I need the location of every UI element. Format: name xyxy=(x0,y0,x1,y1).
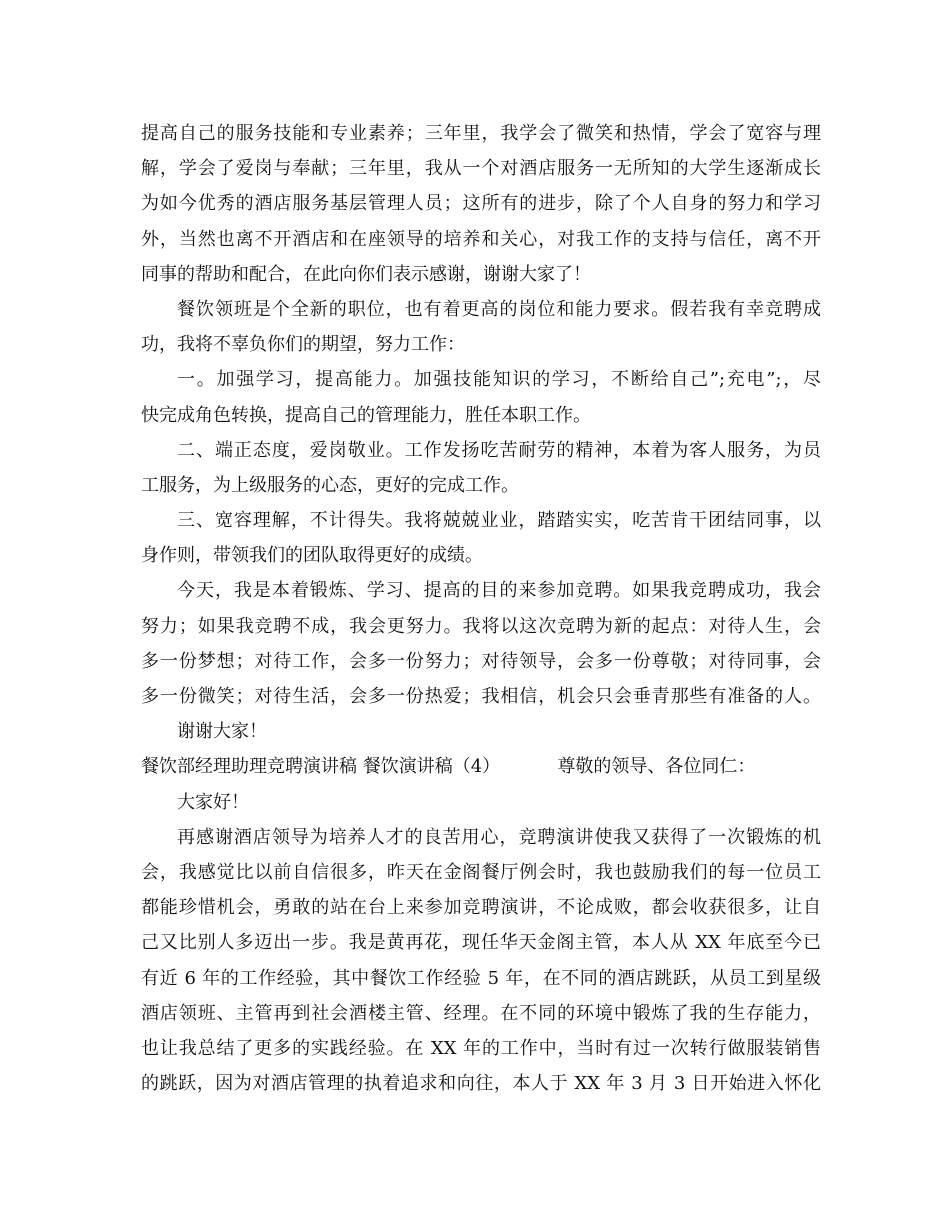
text-line: 身作则，带领我们的团队取得更好的成绩。 xyxy=(141,545,483,567)
text-line: 多一份梦想；对待工作，会多一份努力；对待领导，会多一份尊敬；对待同事，会 xyxy=(141,650,821,672)
text-line: 功，我将不辜负你们的期望，努力工作： xyxy=(141,334,465,356)
text-line: 二、端正态度，爱岗敬业。工作发扬吃苦耐劳的精神，本着为客人服务，为员 xyxy=(177,439,821,461)
text-line: 努力；如果我竞聘不成，我会更努力。我将以这次竞聘为新的起点：对待人生，会 xyxy=(141,615,821,637)
text-line: 的跳跃，因为对酒店管理的执着追求和向往，本人于 XX 年 3 月 3 日开始进入怀化 xyxy=(141,1073,821,1095)
text-line: 解，学会了爱岗与奉献；三年里，我从一个对酒店服务一无所知的大学生逐渐成长 xyxy=(141,158,821,180)
section-heading-line: 餐饮部经理助理竞聘演讲稿 餐饮演讲稿（4） 尊敬的领导、各位同仁： xyxy=(141,756,756,778)
text-line: 有近 6 年的工作经验，其中餐饮工作经验 5 年，在不同的酒店跳跃，从员工到星级 xyxy=(141,967,821,989)
text-line: 都能珍惜机会，勇敢的站在台上来参加竞聘演讲，不论成败，都会收获很多，让自 xyxy=(141,897,821,919)
text-line: 同事的帮助和配合，在此向你们表示感谢，谢谢大家了！ xyxy=(141,263,591,285)
text-line: 外，当然也离不开酒店和在座领导的培养和关心，对我工作的支持与信任，离不开 xyxy=(141,228,821,250)
text-line: 会，我感觉比以前自信很多，昨天在金阁餐厅例会时，我也鼓励我们的每一位员工 xyxy=(141,861,821,883)
text-line: 大家好！ xyxy=(177,791,249,813)
text-line: 酒店领班、主管再到社会酒楼主管、经理。在不同的环境中锻炼了我的生存能力， xyxy=(141,1002,821,1024)
text-line: 为如今优秀的酒店服务基层管理人员；这所有的进步，除了个人自身的努力和学习 xyxy=(141,193,821,215)
document-body xyxy=(141,116,821,1101)
text-line: 己又比别人多迈出一步。我是黄再花，现任华天金阁主管，本人从 XX 年底至今已 xyxy=(141,932,821,954)
text-line: 工服务，为上级服务的心态，更好的完成工作。 xyxy=(141,474,519,496)
text-line: 也让我总结了更多的实践经验。在 XX 年的工作中，当时有过一次转行做服装销售 xyxy=(141,1037,821,1059)
text-line: 今天，我是本着锻炼、学习、提高的目的来参加竞聘。如果我竞聘成功，我会 xyxy=(177,580,821,602)
text-line: 餐饮领班是个全新的职位，也有着更高的岗位和能力要求。假若我有幸竞聘成 xyxy=(177,298,821,320)
text-line: 再感谢酒店领导为培养人才的良苦用心，竞聘演讲使我又获得了一次锻炼的机 xyxy=(177,826,821,848)
text-line: 多一份微笑；对待生活，会多一份热爱；我相信，机会只会垂青那些有准备的人。 xyxy=(141,686,821,707)
text-line: 快完成角色转换，提高自己的管理能力，胜任本职工作。 xyxy=(141,404,591,426)
text-line: 三、宽容理解，不计得失。我将兢兢业业，踏踏实实，吃苦肯干团结同事，以 xyxy=(177,510,821,532)
text-line: 提高自己的服务技能和专业素养；三年里，我学会了微笑和热情，学会了宽容与理 xyxy=(141,123,821,144)
text-line: 谢谢大家！ xyxy=(177,721,267,743)
text-line: 一。加强学习，提高能力。加强技能知识的学习，不断给自己”;充电”;，尽 xyxy=(177,369,821,391)
